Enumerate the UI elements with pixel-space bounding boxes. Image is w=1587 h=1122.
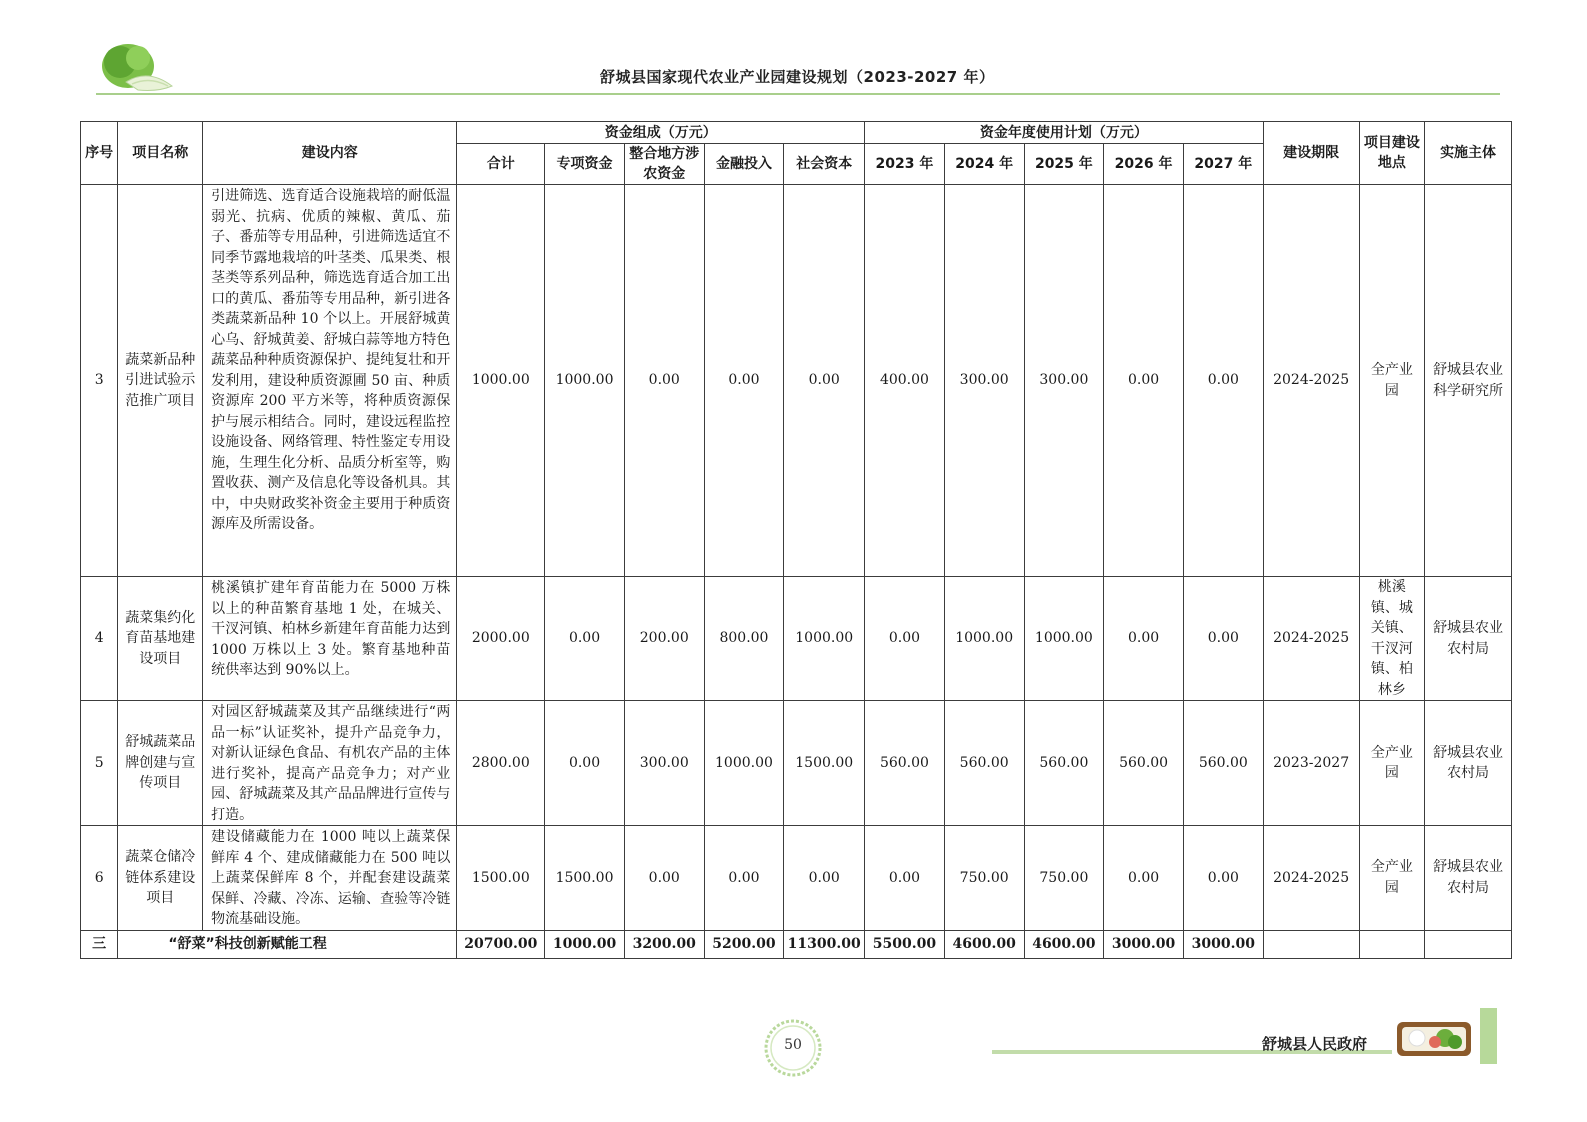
cell-2023: 560.00 — [865, 701, 945, 826]
header-yearly-group: 资金年度使用计划（万元） — [865, 122, 1264, 144]
cell-2025: 750.00 — [1024, 826, 1104, 931]
page-number: 50 — [784, 1037, 802, 1053]
cell-owner: 舒城县农业科学研究所 — [1425, 185, 1512, 577]
header-period: 建设期限 — [1263, 122, 1359, 185]
cell-section-title: “舒菜”科技创新赋能工程 — [118, 930, 457, 958]
header-seq: 序号 — [81, 122, 118, 185]
header-owner: 实施主体 — [1425, 122, 1512, 185]
cell-2024: 300.00 — [944, 185, 1024, 577]
cell-period-empty — [1263, 930, 1359, 958]
cell-special: 0.00 — [545, 577, 625, 701]
cell-2027: 3000.00 — [1183, 930, 1263, 958]
cell-special: 1000.00 — [545, 930, 625, 958]
cell-content: 桃溪镇扩建年育苗能力在 5000 万株以上的种苗繁育基地 1 处，在城关、干汊河镇、柏林乡新建年育苗能力达到 1000 万株以上 3 处。繁育基地种苗统供率达到 90%以上。 — [203, 577, 457, 701]
header-divider — [96, 93, 1500, 95]
cell-2026: 0.00 — [1104, 577, 1184, 701]
header-total: 合计 — [457, 144, 545, 185]
header-project-name: 项目名称 — [118, 122, 203, 185]
cell-social: 11300.00 — [784, 930, 865, 958]
header-funding-group: 资金组成（万元） — [457, 122, 865, 144]
footer-accent-bar — [1480, 1008, 1497, 1064]
header-location: 项目建设地点 — [1359, 122, 1425, 185]
cabbage-logo-icon — [98, 38, 178, 98]
cell-2023: 0.00 — [865, 577, 945, 701]
cell-finance: 5200.00 — [704, 930, 784, 958]
cell-local: 0.00 — [624, 185, 704, 577]
cell-social: 1000.00 — [784, 577, 865, 701]
cell-finance: 1000.00 — [704, 701, 784, 826]
cell-2023: 5500.00 — [865, 930, 945, 958]
header-finance: 金融投入 — [704, 144, 784, 185]
cell-2026: 0.00 — [1104, 185, 1184, 577]
cell-location: 全产业园 — [1359, 701, 1425, 826]
cell-finance: 0.00 — [704, 826, 784, 931]
cell-owner: 舒城县农业农村局 — [1425, 826, 1512, 931]
cell-finance: 800.00 — [704, 577, 784, 701]
cell-seq: 4 — [81, 577, 118, 701]
cell-total: 1000.00 — [457, 185, 545, 577]
header-content: 建设内容 — [203, 122, 457, 185]
cell-seq: 3 — [81, 185, 118, 577]
cell-owner: 舒城县农业农村局 — [1425, 577, 1512, 701]
header-2026: 2026 年 — [1104, 144, 1184, 185]
cell-2023: 0.00 — [865, 826, 945, 931]
cell-finance: 0.00 — [704, 185, 784, 577]
cell-total: 2000.00 — [457, 577, 545, 701]
cell-2027: 560.00 — [1183, 701, 1263, 826]
cell-special: 0.00 — [545, 701, 625, 826]
header-2025: 2025 年 — [1024, 144, 1104, 185]
cell-2023: 400.00 — [865, 185, 945, 577]
cell-content: 建设储藏能力在 1000 吨以上蔬菜保鲜库 4 个、建成储藏能力在 500 吨以上蔬菜保鲜库 8 个，并配套建设蔬菜保鲜、冷藏、冷冻、运输、查验等冷链物流基础设施。 — [203, 826, 457, 931]
header-2027: 2027 年 — [1183, 144, 1263, 185]
cell-2027: 0.00 — [1183, 826, 1263, 931]
cell-total: 20700.00 — [457, 930, 545, 958]
cell-2025: 1000.00 — [1024, 577, 1104, 701]
cell-local: 200.00 — [624, 577, 704, 701]
cell-seq: 6 — [81, 826, 118, 931]
cell-seq: 5 — [81, 701, 118, 826]
cell-location: 桃溪镇、城关镇、干汊河镇、柏林乡 — [1359, 577, 1425, 701]
cell-period: 2024-2025 — [1263, 826, 1359, 931]
cell-owner: 舒城县农业农村局 — [1425, 701, 1512, 826]
cell-special: 1500.00 — [545, 826, 625, 931]
cell-social: 0.00 — [784, 826, 865, 931]
header-2024: 2024 年 — [944, 144, 1024, 185]
header-local: 整合地方涉农资金 — [624, 144, 704, 185]
cell-project-name: 蔬菜仓储冷链体系建设项目 — [118, 826, 203, 931]
cell-local: 300.00 — [624, 701, 704, 826]
page-number-badge — [763, 1018, 823, 1078]
cell-content: 引进筛选、选育适合设施栽培的耐低温弱光、抗病、优质的辣椒、黄瓜、茄子、番茄等专用品种，引进筛选适宜不同季节露地栽培的叶茎类、瓜果类、根茎类等系列品种，筛选选育适合加工出口的黄瓜、番茄等专用品种，新引进各类蔬菜新品种 10 个以上。开展舒城黄心乌、舒城黄姜、舒城白蒜等地方特色蔬菜品种种质资源保护、提纯复壮和开发利用，建设种质资源圃 50 亩、种质资源库 200 平方米等，将种质资源保护与展示相结合。同时，建设远程监控设施设备、网络管理、特性鉴定专用设施，生理生化分析、品质分析室等，购置收获、测产及信息化等设备机具。其中，中央财政奖补资金主要用于种质资源库及所需设备。 — [203, 185, 457, 577]
cell-2027: 0.00 — [1183, 185, 1263, 577]
cell-2025: 560.00 — [1024, 701, 1104, 826]
page-header-title: 舒城县国家现代农业产业园建设规划（2023-2027 年） — [600, 68, 995, 86]
cell-total: 1500.00 — [457, 826, 545, 931]
cell-2026: 3000.00 — [1104, 930, 1184, 958]
table-row — [81, 185, 1512, 577]
cell-period: 2024-2025 — [1263, 577, 1359, 701]
cell-2026: 0.00 — [1104, 826, 1184, 931]
cell-seq: 三 — [81, 930, 118, 958]
cell-owner-empty — [1425, 930, 1512, 958]
cell-special: 1000.00 — [545, 185, 625, 577]
cell-2025: 4600.00 — [1024, 930, 1104, 958]
cell-period: 2024-2025 — [1263, 185, 1359, 577]
vegetable-basket-icon — [1395, 1018, 1475, 1064]
table-row — [81, 826, 1512, 931]
cell-2026: 560.00 — [1104, 701, 1184, 826]
cell-period: 2023-2027 — [1263, 701, 1359, 826]
table-row — [81, 701, 1512, 826]
header-social: 社会资本 — [784, 144, 865, 185]
cell-2024: 4600.00 — [944, 930, 1024, 958]
cell-content: 对园区舒城蔬菜及其产品继续进行“两品一标”认证奖补，提升产品竞争力，对新认证绿色食品、有机农产品的主体进行奖补，提高产品竞争力；对产业园、舒城蔬菜及其产品品牌进行宣传与打造。 — [203, 701, 457, 826]
cell-2027: 0.00 — [1183, 577, 1263, 701]
cell-total: 2800.00 — [457, 701, 545, 826]
cell-project-name: 舒城蔬菜品牌创建与宣传项目 — [118, 701, 203, 826]
cell-2025: 300.00 — [1024, 185, 1104, 577]
cell-location: 全产业园 — [1359, 826, 1425, 931]
footer-government-name: 舒城县人民政府 — [1262, 1035, 1368, 1053]
cell-social: 0.00 — [784, 185, 865, 577]
cell-2024: 1000.00 — [944, 577, 1024, 701]
cell-social: 1500.00 — [784, 701, 865, 826]
cell-project-name: 蔬菜集约化育苗基地建设项目 — [118, 577, 203, 701]
header-2023: 2023 年 — [865, 144, 945, 185]
cell-local: 3200.00 — [624, 930, 704, 958]
table-row — [81, 577, 1512, 701]
header-special: 专项资金 — [545, 144, 625, 185]
cell-2024: 750.00 — [944, 826, 1024, 931]
cell-project-name: 蔬菜新品种引进试验示范推广项目 — [118, 185, 203, 577]
cell-location-empty — [1359, 930, 1425, 958]
cell-location: 全产业园 — [1359, 185, 1425, 577]
cell-local: 0.00 — [624, 826, 704, 931]
table-total-row — [81, 930, 1512, 958]
cell-2024: 560.00 — [944, 701, 1024, 826]
project-funding-table — [80, 121, 1512, 959]
